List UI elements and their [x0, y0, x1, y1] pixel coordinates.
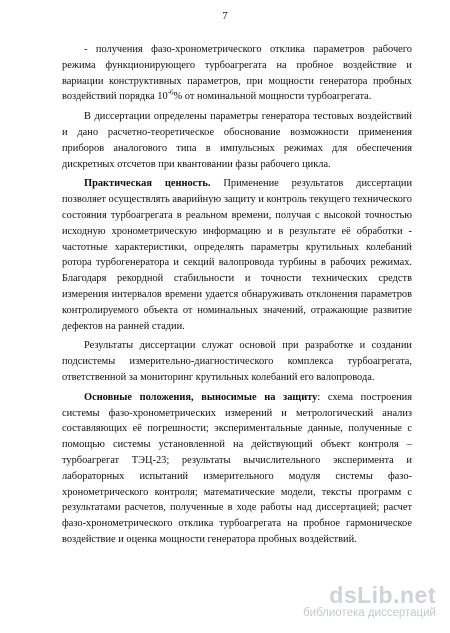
body-text	[62, 42, 412, 548]
bullet-prefix: -	[84, 44, 96, 55]
defense-body: : схема построения системы фазо-хронометрических измерений и метрологический анализ составляющих её погрешности; экспериментальные данные, полученные с помощью системы установленной на действующий объект контроля – турбоагрегат ТЭЦ-23; результаты вычислительного эксперимента и лабораторных испытаний измерительного модуля системы фазо-хронометрического контроля; математические модели, тексты программ с результатами расчетов, полученные в ходе работы над диссертацией; расчет фазо-хронометрического отклика турбоагрегата на пробное гармоническое воздействие и оценка мощности генератора пробных воздействий.	[62, 391, 412, 545]
bullet-item	[62, 42, 412, 105]
bullet-text-end: % от номинальной мощности турбоагрегата.	[173, 91, 372, 103]
paragraph-defense	[62, 390, 412, 548]
site-watermark	[286, 583, 436, 623]
page-number: 7	[222, 10, 228, 22]
paragraph-defined: В диссертации определены параметры генератора тестовых воздействий и дано расчетно-теоретическое обоснование возможности применения приборов аналогового типа в импульсных режимах для обеспечения дискретных отсчетов при квантовании фазы рабочего цикла.	[62, 111, 412, 170]
watermark-brand: dsLib	[329, 582, 394, 608]
bullet-text: получения фазо-хронометрического отклика параметров рабочего режима функционирующего турбоагрегата на пробное воздействие и вариации конструктивных параметров, при мощности генератора пробных воздействий порядка 10	[62, 44, 412, 103]
bullet-superscript: -6	[167, 88, 174, 97]
paragraph-practical	[62, 176, 412, 334]
paragraph-results: Результаты диссертации служат основой при разработке и создании подсистемы измерительно-диагностического комплекса турбоагрегата, ответственной за мониторинг крутильных колебаний его валопровода.	[62, 340, 412, 383]
watermark-tld: net	[400, 582, 436, 608]
practical-heading: Практическая ценность.	[84, 178, 211, 190]
watermark-dot: .	[393, 582, 400, 608]
watermark-subtitle: библиотека диссертаций	[303, 607, 436, 619]
practical-body: Применение результатов диссертации позволяет осуществлять аварийную защиту и контроль текущего технического состояния турбоагрегата в реальном времени, получая с высокой точностью исходную хронометрическую информацию и в результате её обработки - частотные характеристики, определять параметры крутильных колебаний ротора турбогенератора и секций валопровода турбины в рабочих режимах. Благодаря рекордной стабильности и точности технических средств измерения интервалов времени удается обнаруживать отклонения параметров контролируемого объекта от номинальных значений, отражающие развитие дефектов на ранней стадии.	[62, 178, 412, 332]
defense-heading: Основные положения, выносимые на защиту	[84, 391, 318, 403]
watermark-logo	[286, 583, 436, 607]
